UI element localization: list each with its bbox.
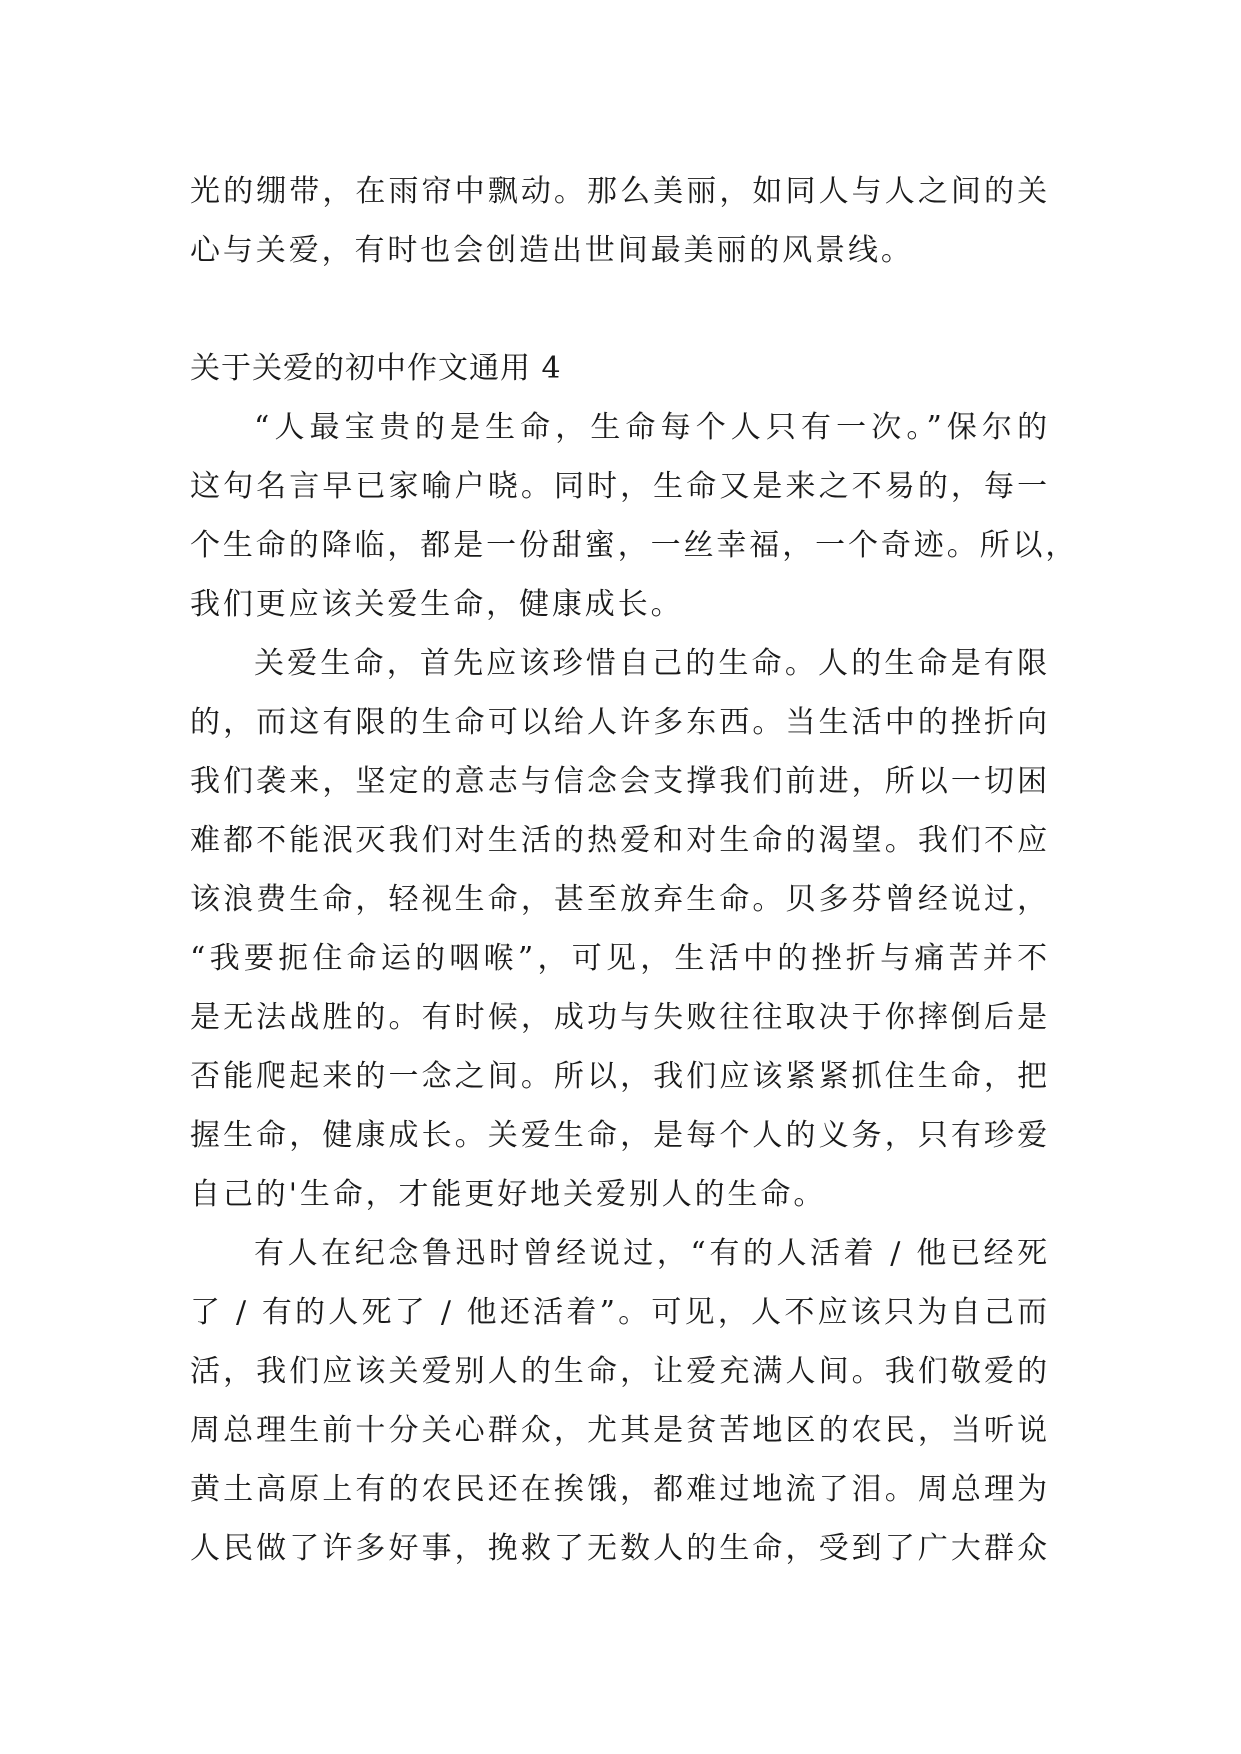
text-line: “人最宝贵的是生命，生命每个人只有一次。”保尔的 — [254, 410, 1050, 445]
text-line: 了 / 有的人死了 / 他还活着”。可见，人不应该只为自己而 — [190, 1295, 1050, 1330]
text-line: 关爱生命，首先应该珍惜自己的生命。人的生命是有限 — [254, 646, 1050, 681]
continuation-paragraph — [190, 162, 1050, 280]
text-line: 周总理生前十分关心群众，尤其是贫苦地区的农民，当听说 — [190, 1413, 1050, 1448]
paragraph-3 — [190, 1224, 1050, 1578]
paragraph-2 — [190, 634, 1050, 1224]
section-heading: 关于关爱的初中作文通用 4 — [190, 351, 562, 386]
text-line: 个生命的降临，都是一份甜蜜，一丝幸福，一个奇迹。所以， — [190, 528, 1079, 563]
text-line: 的，而这有限的生命可以给人许多东西。当生活中的挫折向 — [190, 705, 1050, 740]
text-line: 这句名言早已家喻户晓。同时，生命又是来之不易的，每一 — [190, 469, 1050, 504]
text-line: 人民做了许多好事，挽救了无数人的生命，受到了广大群众 — [190, 1531, 1050, 1566]
text-line: “我要扼住命运的咽喉”，可见，生活中的挫折与痛苦并不 — [190, 941, 1050, 976]
text-line: 该浪费生命，轻视生命，甚至放弃生命。贝多芬曾经说过， — [190, 882, 1050, 917]
text-line: 心与关爱，有时也会创造出世间最美丽的风景线。 — [190, 233, 914, 268]
text-line: 否能爬起来的一念之间。所以，我们应该紧紧抓住生命，把 — [190, 1059, 1050, 1094]
text-line: 是无法战胜的。有时候，成功与失败往往取决于你摔倒后是 — [190, 1000, 1050, 1035]
text-line: 自己的'生命，才能更好地关爱别人的生命。 — [190, 1177, 827, 1212]
text-line: 难都不能泯灭我们对生活的热爱和对生命的渴望。我们不应 — [190, 823, 1050, 858]
document-page — [190, 162, 1079, 1578]
text-line: 有人在纪念鲁迅时曾经说过，“有的人活着 / 他已经死 — [254, 1236, 1050, 1271]
text-line: 握生命，健康成长。关爱生命，是每个人的义务，只有珍爱 — [190, 1118, 1050, 1153]
text-line: 黄土高原上有的农民还在挨饿，都难过地流了泪。周总理为 — [190, 1472, 1050, 1507]
text-line: 我们袭来，坚定的意志与信念会支撑我们前进，所以一切困 — [190, 764, 1050, 799]
paragraph-1 — [190, 398, 1079, 634]
text-line: 我们更应该关爱生命，健康成长。 — [190, 587, 684, 622]
text-line: 光的绷带，在雨帘中飘动。那么美丽，如同人与人之间的关 — [190, 174, 1050, 209]
text-line: 活，我们应该关爱别人的生命，让爱充满人间。我们敬爱的 — [190, 1354, 1050, 1389]
